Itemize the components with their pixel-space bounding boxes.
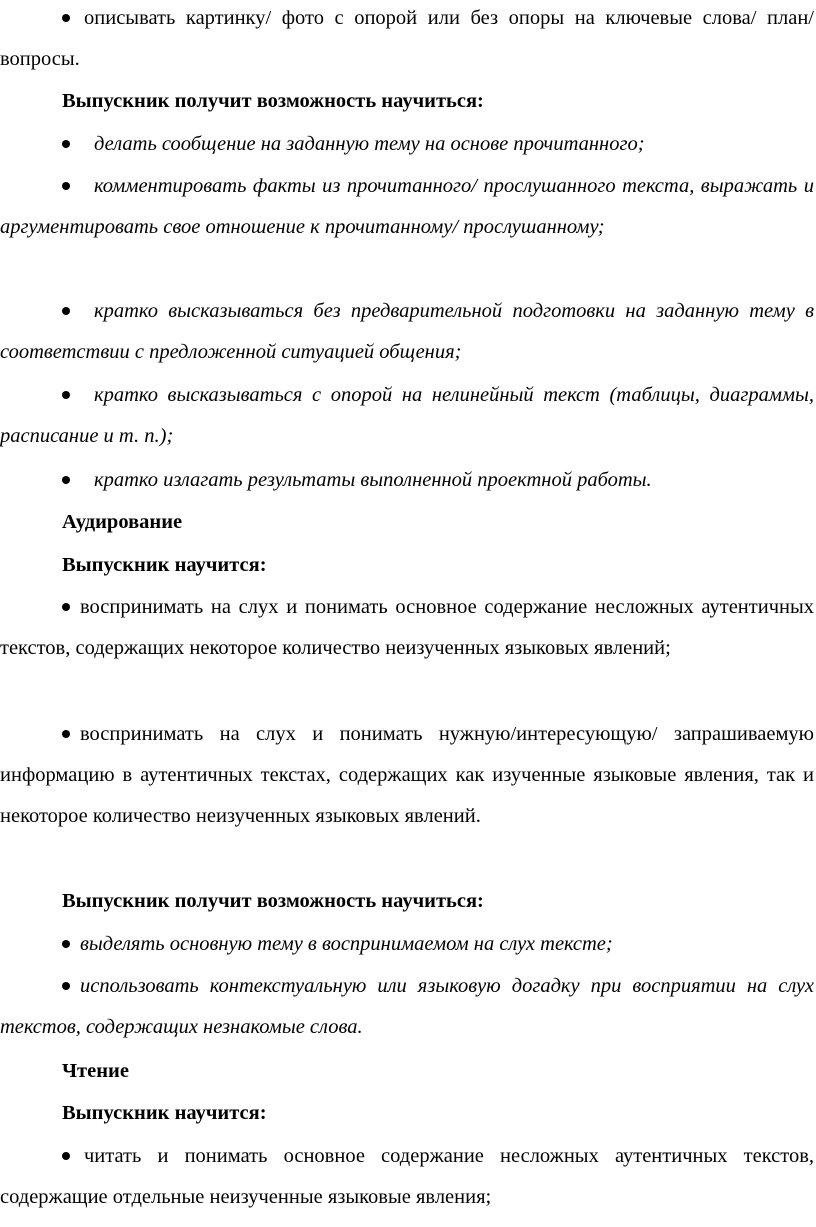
list-item (0, 460, 814, 501)
section-heading: Чтение (62, 1060, 129, 1082)
list-item (0, 0, 814, 80)
list-item-text: читать и понимать основное содержание несложных аутентичных текстов, содержащие отдельные неизученные языковые явления; (0, 1145, 814, 1208)
bullet-dot-icon (62, 1152, 70, 1160)
list-item-text: воспринимать на слух и понимать нужную/интересующую/ запрашиваемую информацию в аутентичных текстах, содержащих как изученные языковые явления, так и некоторое количество неизученных языковых явлений. (0, 723, 814, 827)
list-item (0, 1136, 814, 1218)
bullet-dot-icon (62, 307, 70, 315)
section-subheading: Выпускник получит возможность научиться: (62, 90, 484, 112)
bullet-dot-icon (62, 982, 70, 990)
section-subheading: Выпускник получит возможность научиться: (62, 890, 484, 912)
list-item (0, 291, 814, 373)
section-subheading: Выпускник научится: (62, 554, 267, 576)
list-item (0, 375, 814, 457)
section-heading: Аудирование (62, 511, 183, 533)
bullet-dot-icon (62, 14, 70, 22)
list-item (0, 587, 814, 669)
list-item-text: воспринимать на слух и понимать основное содержание несложных аутентичных текстов, содержащих некоторое количество неизученных языковых явлений; (0, 596, 814, 659)
bullet-dot-icon (62, 940, 70, 948)
bullet-dot-icon (62, 476, 70, 484)
list-item-text: кратко высказываться без предварительной подготовки на заданную тему в соответствии с предложенной ситуацией общения; (0, 300, 814, 363)
list-item-text: делать сообщение на заданную тему на основе прочитанного; (94, 133, 645, 155)
bullet-dot-icon (62, 391, 70, 399)
list-item (0, 966, 814, 1048)
list-item-text: кратко излагать результаты выполненной проектной работы. (94, 469, 652, 491)
bullet-dot-icon (62, 603, 70, 611)
list-item-text: кратко высказываться с опорой на нелинейный текст (таблицы, диаграммы, расписание и т. п.); (0, 384, 814, 447)
bullet-dot-icon (62, 140, 70, 148)
bullet-dot-icon (62, 182, 70, 190)
list-item (0, 166, 814, 248)
bullet-dot-icon (62, 730, 70, 738)
list-item-text: описывать картинку/ фото с опорой или без опоры на ключевые слова/ план/ вопросы. (0, 7, 814, 70)
section-subheading: Выпускник научится: (62, 1102, 267, 1124)
list-item (0, 124, 814, 165)
list-item-text: комментировать факты из прочитанного/ прослушанного текста, выражать и аргументировать свое отношение к прочитанному/ прослушанному; (0, 175, 814, 238)
list-item (0, 924, 814, 965)
list-item (0, 714, 814, 837)
list-item-text: использовать контекстуальную или языковую догадку при восприятии на слух текстов, содержащих незнакомые слова. (0, 975, 814, 1038)
list-item-text: выделять основную тему в воспринимаемом на слух тексте; (80, 933, 613, 955)
